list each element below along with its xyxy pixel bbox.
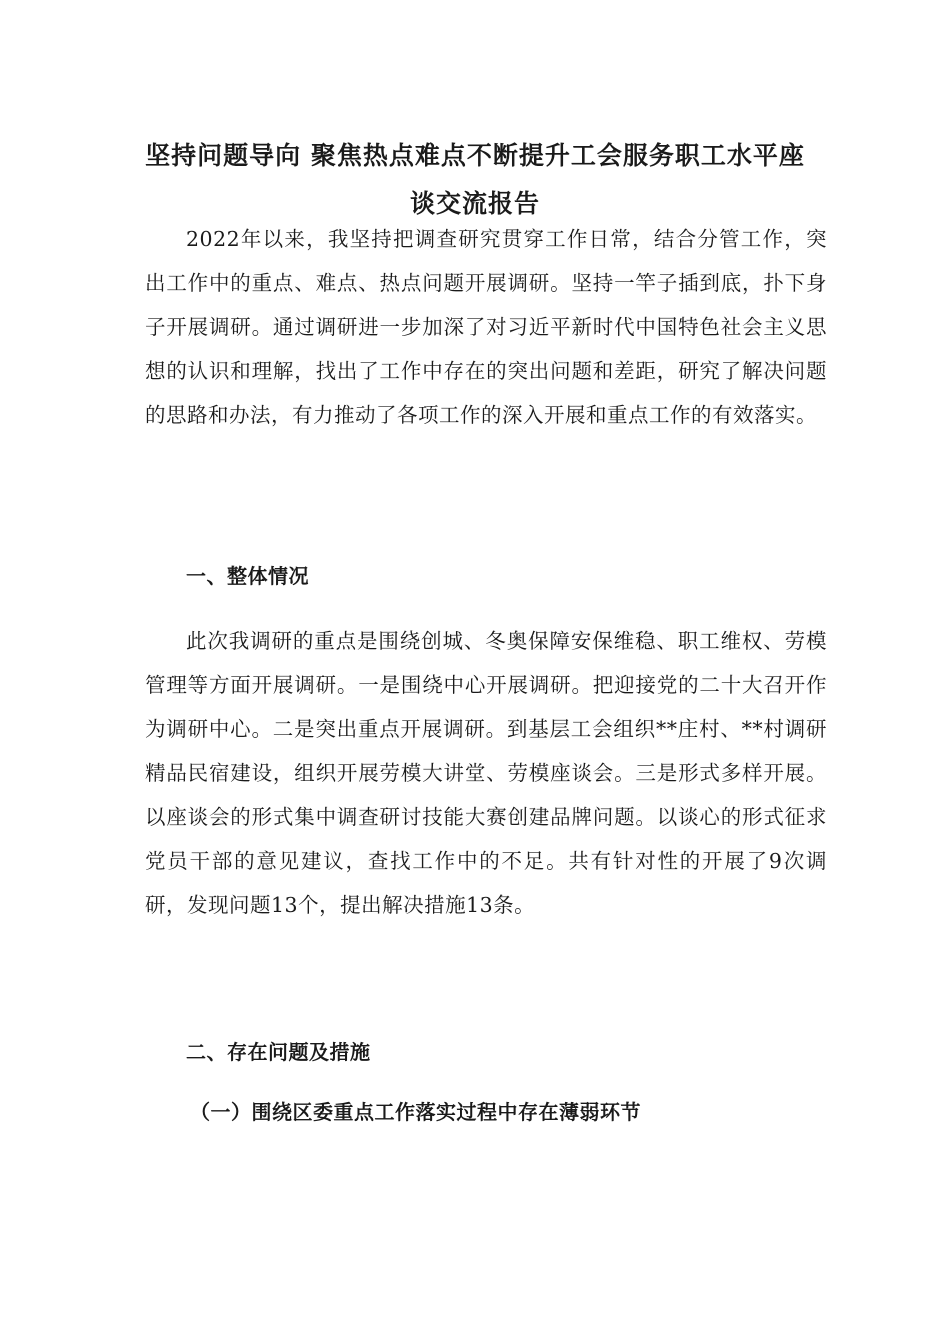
title-line-1: 坚持问题导向 聚焦热点难点不断提升工会服务职工水平座 [145,141,805,170]
overview-paragraph: 此次我调研的重点是围绕创城、冬奥保障安保维稳、职工维权、劳模管理等方面开展调研。一是围绕中心开展调研。把迎接党的二十大召开作为调研中心。二是突出重点开展调研。到基层工会组织**庄村、**村调研精品民宿建设，组织开展劳模大讲堂、劳模座谈会。三是形式多样开展。以座谈会的形式集中调查研讨技能大赛创建品牌问题。以谈心的形式征求党员干部的意见建议，查找工作中的不足。共有针对性的开展了9次调研，发现问题13个，提出解决措施13条。 [145,629,827,917]
document-title [120,132,830,228]
subsection-heading-1: （一）围绕区委重点工作落实过程中存在薄弱环节 [190,1100,641,1124]
section-heading-overview: 一、整体情况 [186,564,309,588]
intro-paragraph: 2022年以来，我坚持把调查研究贯穿工作日常，结合分管工作，突出工作中的重点、难点、热点问题开展调研。坚持一竿子插到底，扑下身子开展调研。通过调研进一步加深了对习近平新时代中国特色社会主义思想的认识和理解，找出了工作中存在的突出问题和差距，研究了解决问题的思路和办法，有力推动了各项工作的深入开展和重点工作的有效落实。 [145,227,827,427]
title-line-2: 谈交流报告 [409,189,540,218]
section-heading-problems: 二、存在问题及措施 [186,1040,371,1064]
